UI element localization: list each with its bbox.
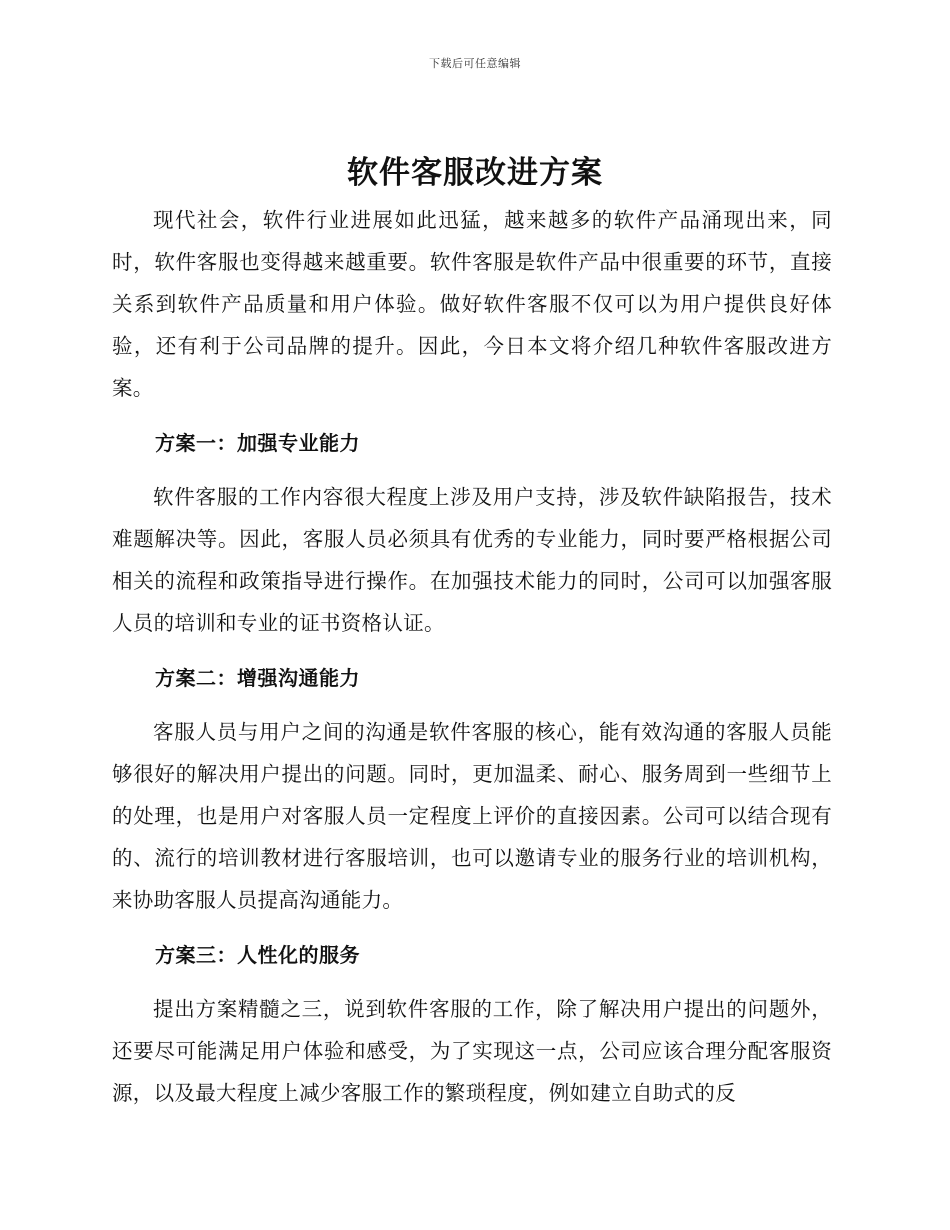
- intro-paragraph: 现代社会，软件行业进展如此迅猛，越来越多的软件产品涌现出来，同时，软件客服也变得越来越重要。软件客服是软件产品中很重要的环节，直接关系到软件产品质量和用户体验。做好软件客服不仅可以为用户提供良好体验，还有利于公司品牌的提升。因此，今日本文将介绍几种软件客服改进方案。: [112, 208, 832, 400]
- section-body-1: 软件客服的工作内容很大程度上涉及用户支持，涉及软件缺陷报告，技术难题解决等。因此，客服人员必须具有优秀的专业能力，同时要严格根据公司相关的流程和政策指导进行操作。在加强技术能力的同时，公司可以加强客服人员的培训和专业的证书资格认证。: [112, 485, 832, 635]
- section-heading-2: 方案二：增强沟通能力: [155, 666, 360, 690]
- page-header-note: 下载后可任意编辑: [429, 57, 521, 70]
- section-heading-3: 方案三：人性化的服务: [155, 943, 360, 967]
- document-title: 软件客服改进方案: [347, 155, 603, 191]
- section-heading-1: 方案一：加强专业能力: [155, 431, 360, 455]
- section-body-2: 客服人员与用户之间的沟通是软件客服的核心，能有效沟通的客服人员能够很好的解决用户提出的问题。同时，更加温柔、耐心、服务周到一些细节上的处理，也是用户对客服人员一定程度上评价的直接因素。公司可以结合现有的、流行的培训教材进行客服培训，也可以邀请专业的服务行业的培训机构，来协助客服人员提高沟通能力。: [112, 720, 832, 912]
- document-body: [112, 199, 832, 1114]
- section-body-3: 提出方案精髓之三，说到软件客服的工作，除了解决用户提出的问题外，还要尽可能满足用户体验和感受，为了实现这一点，公司应该合理分配客服资源，以及最大程度上减少客服工作的繁琐程度，例如建立自助式的反: [112, 997, 832, 1105]
